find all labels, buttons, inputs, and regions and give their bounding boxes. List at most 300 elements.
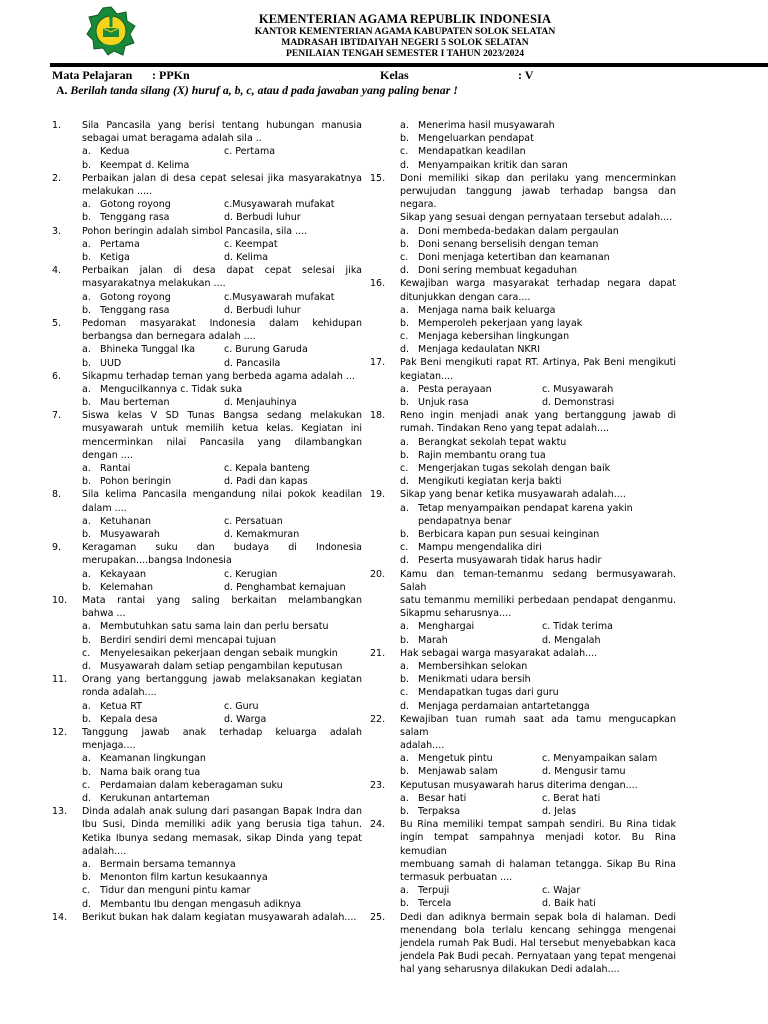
option-letter: b. [82, 251, 92, 263]
question-stem [52, 370, 362, 383]
question-line: ingin tempat sampahnya menjadi kotor. Bu Rina kemudian [400, 832, 676, 857]
question-line: dengan .... [82, 449, 133, 461]
option-row [370, 159, 676, 172]
section-letter: A. [56, 83, 68, 97]
option-row [52, 792, 362, 805]
option-row [370, 238, 676, 251]
option-letter: b. [82, 357, 92, 369]
question-line: Siswa kelas V SD Tunas Bangsa sedang melakukan [82, 410, 362, 422]
option-row [52, 620, 362, 633]
option-letter: b. [400, 674, 410, 686]
instruction [56, 83, 756, 97]
option-letter: a. [400, 753, 409, 765]
question-number: 14. [52, 911, 68, 923]
option-text: Mengerjakan tugas sekolah dengan baik [418, 463, 611, 475]
question-line: ditunjukkan dengan cara.... [400, 291, 531, 303]
option-letter: c. [82, 647, 91, 659]
option-letter: b. [400, 133, 410, 145]
option-row [370, 528, 676, 541]
option-text: c. Berat hati [542, 792, 601, 804]
option-text: d. Demonstrasi [542, 397, 615, 409]
question-line: Sila Pancasila yang berisi tentang hubungan manusia [82, 120, 362, 131]
option-text: pendapatnya benar [418, 515, 512, 527]
question-stem [370, 647, 676, 660]
option-row [52, 145, 362, 158]
option-text: Mengeluarkan pendapat [418, 133, 534, 145]
option-letter: b. [82, 476, 92, 488]
question-line: termasuk perbuatan .... [400, 872, 513, 884]
question-line: adalah.... [82, 845, 127, 857]
option-text: c. Guru [224, 700, 259, 712]
option-row [370, 304, 676, 317]
option-letter: a. [400, 621, 409, 633]
question-number: 16. [370, 278, 386, 290]
option-letter: a. [400, 792, 409, 804]
option-letter: a. [400, 383, 409, 395]
question-line: membuang samah di halaman tetangga. Sikap Bu Rina [400, 858, 676, 870]
school-name: MADRASAH IBTIDAIYAH NEGERI 5 SOLOK SELATAN [281, 37, 529, 48]
question-line: dalam .... [82, 502, 127, 514]
option-text: Menikmati udara bersih [418, 674, 531, 686]
option-text: Rajin membantu orang tua [418, 449, 546, 461]
option-text: Kekayaan [100, 568, 147, 580]
option-text: Doni menjaga ketertiban dan keamanan [418, 251, 610, 263]
option-text: d. Padi dan kapas [224, 476, 308, 488]
option-letter: b. [82, 872, 92, 884]
option-text: Mampu mengendalika diri [418, 542, 542, 554]
option-row [52, 475, 362, 488]
option-row [52, 660, 362, 673]
question-line: Sila kelima Pancasila mengandung nilai pokok keadilan [82, 489, 362, 501]
option-text: Bhineka Tunggal Ika [100, 344, 196, 356]
header-divider [50, 63, 768, 67]
option-text: Gotong royong [100, 291, 171, 303]
question-number: 20. [370, 568, 386, 580]
question-number: 18. [370, 410, 386, 422]
question-line: merupakan....bangsa Indonesia [82, 555, 232, 567]
option-letter: d. [400, 555, 410, 567]
option-letter: a. [82, 238, 91, 250]
option-letter: a. [400, 120, 409, 131]
option-text: d. Pancasila [224, 357, 281, 369]
option-row [52, 898, 362, 911]
option-row [52, 700, 362, 713]
option-row [370, 502, 676, 515]
option-row [52, 159, 362, 172]
question-number: 6. [52, 370, 62, 382]
option-row [52, 383, 362, 396]
option-letter: b. [400, 806, 410, 818]
question-stem [52, 594, 362, 620]
option-letter: a. [82, 291, 91, 303]
question-stem [370, 911, 676, 977]
question-line: Dinda adalah anak sulung dari pasangan Bapak Indra dan [82, 806, 362, 818]
option-letter: c. [400, 463, 409, 475]
question-stem [370, 409, 676, 435]
option-letter: a. [82, 700, 91, 712]
question-stem [52, 726, 362, 752]
option-row [52, 251, 362, 264]
option-letter: b. [400, 238, 410, 250]
option-text: Terpaksa [418, 806, 461, 818]
option-text: d. Penghambat kemajuan [224, 581, 346, 593]
option-row [370, 686, 676, 699]
instruction-text: Berilah tanda silang (X) huruf a, b, c, atau d pada jawaban yang paling benar ! [70, 83, 458, 97]
question-number: 21. [370, 647, 386, 659]
option-letter: a. [82, 344, 91, 356]
question-line: kegiatan.... [400, 370, 454, 382]
option-text: Membantu Ibu dengan mengasuh adiknya [100, 898, 302, 910]
question-stem [370, 779, 676, 792]
option-letter: b. [82, 713, 92, 725]
option-text: c. Kerugian [224, 568, 278, 580]
option-letter: b. [400, 898, 410, 910]
question-line: Keragaman suku dan budaya di Indonesia [82, 542, 362, 554]
option-text: Bermain bersama temannya [100, 858, 236, 870]
question-stem [52, 541, 362, 567]
option-text: c. Pertama [224, 146, 276, 158]
option-text: Keempat d. Kelima [100, 159, 190, 171]
question-number: 13. [52, 806, 68, 818]
option-row [52, 634, 362, 647]
option-text: Tetap menyampaikan pendapat karena yakin [418, 502, 633, 514]
option-letter: a. [400, 885, 409, 897]
option-row [52, 357, 362, 370]
option-text: Peserta musyawarah tidak harus hadir [418, 555, 602, 567]
option-row [52, 647, 362, 660]
option-text: d. Jelas [542, 806, 577, 818]
option-letter: b. [82, 159, 92, 171]
question-line: Pedoman masyarakat Indonesia dalam kehidupan [82, 317, 362, 329]
option-row [370, 884, 676, 897]
option-text: Terpuji [418, 885, 450, 897]
option-text: Menonton film kartun kesukaannya [100, 872, 268, 884]
option-text: Berangkat sekolah tepat waktu [418, 436, 567, 448]
option-letter: a. [82, 146, 91, 158]
option-row [370, 383, 676, 396]
option-letter: a. [82, 568, 91, 580]
option-row [52, 291, 362, 304]
question-number: 8. [52, 489, 62, 501]
option-row [52, 779, 362, 792]
question-number: 17. [370, 357, 386, 369]
question-line: Keputusan musyawarah harus diterima dengan.... [400, 779, 638, 791]
option-text: Memperoleh pekerjaan yang layak [418, 317, 583, 329]
option-text: c.Musyawarah mufakat [224, 291, 335, 303]
question-line: Bu Rina memiliki tempat sampah sendiri. Bu Rina tidak [400, 819, 676, 831]
option-letter: b. [400, 528, 410, 540]
option-row [52, 198, 362, 211]
question-line: bahwa ... [82, 608, 126, 620]
option-letter: a. [82, 383, 91, 395]
option-text: Mengucilkannya c. Tidak suka [100, 383, 243, 395]
option-text: Kelemahan [100, 581, 154, 593]
option-row [52, 568, 362, 581]
option-row [370, 462, 676, 475]
option-letter: a. [400, 502, 409, 514]
option-text: Tenggang rasa [100, 304, 170, 316]
option-text: Kerukunan antarteman [100, 792, 210, 804]
question-stem [52, 172, 362, 198]
option-row [370, 119, 676, 132]
option-letter: b. [82, 634, 92, 646]
option-text: Berbicara kapan pun sesuai keinginan [418, 528, 600, 540]
option-row [52, 871, 362, 884]
option-row [370, 634, 676, 647]
option-row [52, 766, 362, 779]
option-text: Musyawarah [100, 529, 160, 541]
question-stem [370, 488, 676, 501]
option-text: Keamanan lingkungan [100, 753, 206, 765]
option-text: d. Kemakmuran [224, 529, 300, 541]
question-stem [52, 911, 362, 924]
question-line: Ibu Susi, Dinda memiliki adik yang berusia tiga tahun. [82, 819, 362, 831]
option-text: Pertama [100, 238, 140, 250]
option-text: Menghargai [418, 621, 475, 633]
question-line: musyawarah untuk memilih ketua kelas. Kegiatan ini [82, 423, 362, 435]
question-stem [52, 488, 362, 514]
question-line: ronda adalah.... [82, 687, 157, 699]
question-stem [52, 409, 362, 462]
option-letter: b. [400, 317, 410, 329]
option-letter: c. [400, 146, 409, 158]
option-row [370, 145, 676, 158]
letterhead [0, 0, 768, 68]
option-text: Doni sering membuat kegaduhan [418, 265, 577, 277]
question-number: 12. [52, 726, 68, 738]
option-letter: b. [82, 397, 92, 409]
option-text: Mengetuk pintu [418, 753, 493, 765]
option-row [52, 396, 362, 409]
question-line: Kewajiban warga masyarakat terhadap negara dapat [400, 278, 676, 290]
question-line: Hak sebagai warga masyarakat adalah.... [400, 647, 598, 659]
option-text: c. Menyampaikan salam [542, 753, 658, 765]
question-line: Pak Beni mengikuti rapat RT. Artinya, Pak Beni mengikuti [400, 357, 676, 369]
option-letter: a. [400, 436, 409, 448]
option-letter: b. [400, 634, 410, 646]
option-text: d. Mengalah [542, 634, 601, 646]
option-text: d. Kelima [224, 251, 269, 263]
option-letter: a. [82, 463, 91, 475]
option-text: Mendapatkan tugas dari guru [418, 687, 559, 699]
question-number: 2. [52, 172, 62, 184]
option-letter: d. [82, 661, 92, 672]
question-line: Tanggung jawab anak terhadap keluarga adalah [82, 726, 362, 738]
option-letter: a. [82, 858, 91, 870]
option-row [52, 581, 362, 594]
option-text: Besar hati [418, 792, 467, 804]
question-line: Dedi dan adiknya bermain sepak bola di halaman. Dedi [400, 911, 676, 923]
option-letter: b. [400, 449, 410, 461]
option-row [52, 343, 362, 356]
option-letter: c. [400, 687, 409, 699]
option-text: Berdiri sendiri demi mencapai tujuan [100, 634, 277, 646]
question-number: 24. [370, 819, 386, 831]
option-text: d. Warga [224, 713, 267, 725]
option-letter: a. [82, 621, 91, 633]
option-letter: b. [82, 212, 92, 224]
question-number: 5. [52, 317, 62, 329]
question-number: 3. [52, 225, 62, 237]
question-line: Sikapmu seharusnya.... [400, 608, 512, 620]
option-letter: d. [400, 265, 410, 277]
option-letter: d. [400, 344, 410, 356]
option-text: Perdamaian dalam keberagaman suku [100, 779, 283, 791]
option-letter: b. [82, 766, 92, 778]
option-letter: c. [400, 331, 409, 343]
option-text: Menjaga kebersihan lingkungan [418, 331, 570, 343]
question-stem [52, 225, 362, 238]
option-text: Unjuk rasa [418, 397, 469, 409]
option-text: Ketiga [100, 251, 130, 263]
question-line: Sikapmu terhadap teman yang berbeda agama adalah ... [82, 370, 355, 382]
option-row [370, 475, 676, 488]
option-row [52, 462, 362, 475]
option-row [52, 528, 362, 541]
subject-label: Mata Pelajaran [52, 68, 133, 82]
question-stem [370, 568, 676, 621]
option-row [370, 330, 676, 343]
question-number: 25. [370, 911, 386, 923]
option-text: Doni membeda-bedakan dalam pergaulan [418, 225, 619, 237]
option-text: Doni senang berselisih dengan teman [418, 238, 599, 250]
option-row [370, 660, 676, 673]
option-row [370, 673, 676, 686]
option-row [52, 858, 362, 871]
office-name: KANTOR KEMENTERIAN AGAMA KABUPATEN SOLOK SELATAN [254, 26, 556, 37]
option-row [370, 343, 676, 356]
option-text: d. Berbudi luhur [224, 212, 301, 224]
option-letter: b. [82, 581, 92, 593]
option-letter: c. [400, 251, 409, 263]
exam-name: PENILAIAN TENGAH SEMESTER I TAHUN 2023/2024 [285, 48, 525, 59]
option-row [370, 620, 676, 633]
option-row [370, 132, 676, 145]
option-row [370, 792, 676, 805]
option-row [52, 884, 362, 897]
question-number: 10. [52, 595, 68, 607]
question-line: menjaga.... [82, 740, 136, 752]
option-text: Rantai [100, 463, 131, 475]
question-line: Pohon beringin adalah simbol Pancasila, sila .... [82, 225, 308, 237]
question-line: Perbaikan jalan di desa dapat cepat selesai jika [82, 265, 362, 277]
option-text: d. Mengusir tamu [542, 766, 626, 778]
option-text: c. Keempat [224, 238, 278, 250]
question-line: Berikut bukan hak dalam kegiatan musyawarah adalah.... [82, 911, 357, 923]
option-text: Menjaga nama baik keluarga [418, 304, 556, 316]
option-text: Menjaga kedaulatan NKRI [418, 344, 541, 356]
question-line: adalah.... [400, 740, 445, 752]
option-letter: c. [82, 779, 91, 791]
option-row [52, 752, 362, 765]
option-text: Mau berteman [100, 397, 170, 409]
option-text: c. Wajar [542, 885, 581, 897]
option-letter: d. [400, 159, 410, 171]
question-stem [52, 317, 362, 343]
question-number: 4. [52, 265, 62, 277]
option-text: Menjawab salam [418, 766, 498, 778]
option-text: Menerima hasil musyawarah [418, 120, 555, 131]
question-stem [52, 119, 362, 145]
option-text: Tercela [418, 898, 452, 910]
question-line: Sikap yang benar ketika musyawarah adalah.... [400, 489, 626, 501]
option-text: c. Persatuan [224, 515, 283, 527]
option-letter: c. [82, 885, 91, 897]
option-text: Membutuhkan satu sama lain dan perlu bersatu [100, 621, 329, 633]
option-row [370, 264, 676, 277]
question-number: 7. [52, 410, 62, 422]
question-line: melakukan ..... [82, 185, 153, 197]
option-text: Menyelesaikan pekerjaan dengan sebaik mungkin [100, 647, 338, 659]
option-letter: b. [82, 304, 92, 316]
ministry-logo-icon [86, 6, 136, 56]
option-text: Tidur dan menguni pintu kamar [100, 885, 251, 897]
option-letter: a. [400, 660, 409, 672]
left-column [52, 119, 362, 924]
question-line: Kamu dan teman-temanmu sedang bermusyawarah. Salah [400, 568, 676, 593]
option-text: Kedua [100, 146, 130, 158]
letterhead-text [130, 12, 680, 59]
option-text: c. Tidak terima [542, 621, 613, 633]
question-line: mencerminkan nilai Pancasila yang dilambangkan [82, 436, 362, 448]
option-text: Ketuhanan [100, 515, 152, 527]
ministry-title: KEMENTERIAN AGAMA REPUBLIK INDONESIA [258, 12, 552, 26]
question-number: 9. [52, 542, 62, 554]
option-row [370, 554, 676, 567]
question-number: 15. [370, 172, 386, 184]
option-row [370, 449, 676, 462]
question-number: 19. [370, 489, 386, 501]
option-row [370, 805, 676, 818]
option-text: Nama baik orang tua [100, 766, 201, 778]
option-letter: c. [400, 542, 409, 554]
question-line: menendang bola terlalu kencang sehingga mengenai [400, 924, 676, 936]
question-line: Ketika Ibunya sedang memasak, sikap Dinda yang tepat [82, 832, 362, 844]
question-line: Doni memiliki sikap dan perilaku yang mencerminkan [400, 172, 676, 184]
option-row [370, 541, 676, 554]
question-stem [370, 713, 676, 753]
option-text: Pohon beringin [100, 476, 172, 488]
question-stem [370, 277, 676, 303]
question-line: hal yang seharusnya dilakukan Dedi adalah.... [400, 964, 620, 976]
question-line: masyarakatnya melakukan .... [82, 278, 226, 290]
question-stem [370, 818, 676, 884]
option-text: d. Menjauhinya [224, 397, 297, 409]
option-row [370, 396, 676, 409]
option-row [52, 713, 362, 726]
option-row [370, 897, 676, 910]
question-stem [52, 264, 362, 290]
option-text: d. Baik hati [542, 898, 596, 910]
question-line: Sikap yang sesuai dengan pernyataan tersebut adalah.... [400, 212, 673, 224]
option-row [370, 317, 676, 330]
question-stem [370, 356, 676, 382]
option-text: Menyampaikan kritik dan saran [418, 159, 568, 171]
class-value: : V [518, 68, 534, 82]
option-row [370, 251, 676, 264]
option-text: c. Burung Garuda [224, 344, 308, 356]
option-text: c.Musyawarah mufakat [224, 199, 335, 211]
question-line: Reno ingin menjadi anak yang bertanggung jawab di [400, 410, 676, 422]
option-letter: b. [400, 397, 410, 409]
option-text: Membersihkan selokan [418, 660, 528, 672]
option-row [52, 304, 362, 317]
class-label: Kelas [380, 68, 409, 82]
option-letter: a. [82, 753, 91, 765]
question-line: perwujudan tanggung jawab terhadap bangsa dan negara. [400, 185, 676, 211]
option-letter: d. [82, 792, 92, 804]
question-number: 1. [52, 120, 62, 131]
